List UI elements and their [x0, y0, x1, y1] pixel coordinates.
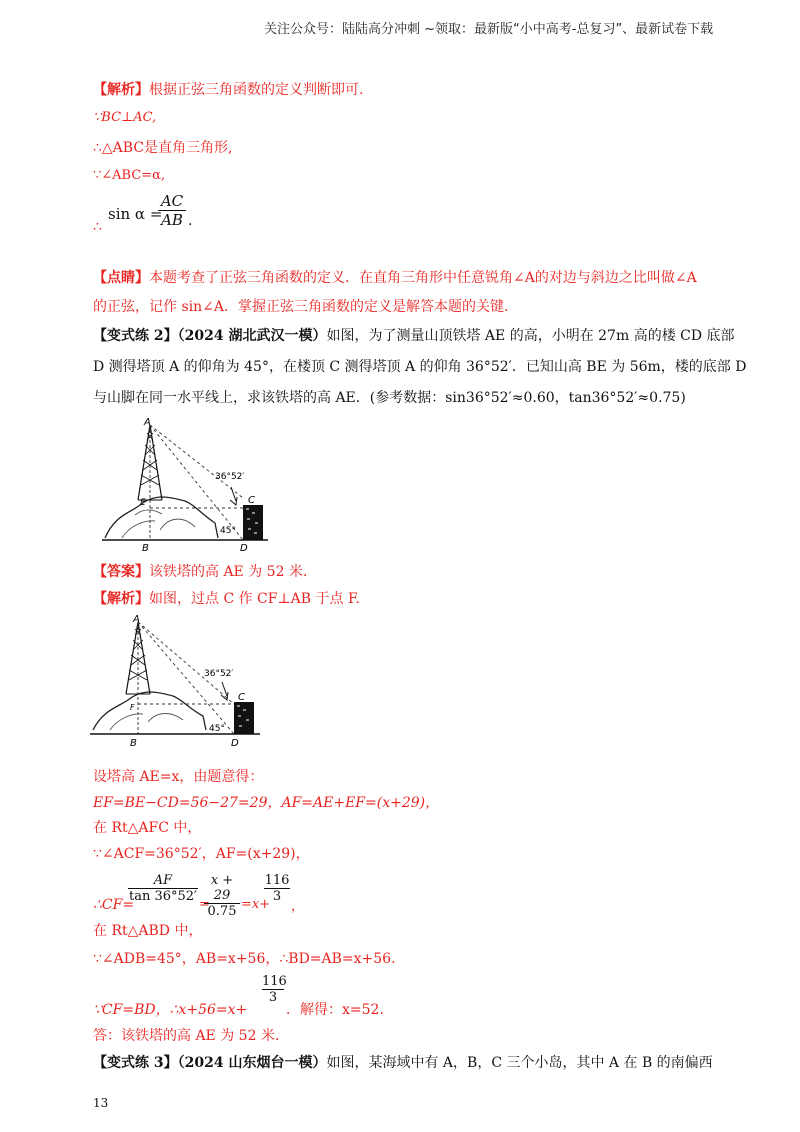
- problem-line: [93, 1053, 713, 1073]
- label-b: B: [130, 738, 137, 747]
- angle-label: 45°: [220, 526, 236, 536]
- label-d: D: [240, 543, 248, 554]
- step-line: 在 Rt△AFC 中，: [93, 820, 202, 836]
- conclusion-line: 答：该铁塔的高 AE 为 52 米．: [93, 1028, 289, 1044]
- denominator: 0.75: [204, 903, 240, 919]
- analysis-text: 如图，过点 C 作 CF⊥AB 于点 F.: [149, 591, 360, 607]
- tower-figure-with-f: [88, 612, 263, 747]
- answer-label: 【答案】: [93, 564, 149, 580]
- answer-line: [93, 562, 317, 582]
- problem-text: 如图，为了测量山顶铁塔 AE 的高，小明在 27m 高的楼 CD 底部: [326, 328, 735, 344]
- step-mid: =x+: [241, 897, 271, 912]
- analysis-line: [93, 80, 363, 100]
- comment-line: 的正弦，记作 sin∠A．掌握正弦三角函数的定义是解答本题的关键．: [93, 299, 518, 315]
- step-line: ∵CF=BD，∴x+56=x+: [93, 1002, 248, 1018]
- angle-label: 36°52′: [215, 472, 245, 482]
- angle-label: 36°52′: [204, 669, 234, 679]
- analysis-label: 【解析】: [93, 82, 149, 98]
- step-line: ．解得：x=52.: [286, 1002, 384, 1018]
- label-e: E: [140, 498, 146, 508]
- label-a: A: [133, 614, 140, 625]
- tower-figure: [100, 415, 270, 555]
- label-f: F: [130, 703, 135, 712]
- problem-text: 如图，某海域中有 A，B，C 三个小岛，其中 A 在 B 的南偏西: [326, 1055, 713, 1071]
- therefore-symbol: ∴: [93, 219, 102, 235]
- period: .: [188, 213, 193, 229]
- step-line: ∵∠ADB=45°，AB=x+56，∴BD=AB=x+56.: [93, 951, 396, 967]
- problem-line: [93, 326, 735, 346]
- comment-line: [93, 268, 697, 288]
- label-a: A: [144, 417, 151, 428]
- analysis-text: 根据正弦三角函数的定义判断即可.: [149, 82, 364, 98]
- angle-label: 45°: [209, 724, 225, 734]
- fraction: [158, 192, 186, 229]
- denominator: 3: [262, 989, 284, 1005]
- label-b: B: [142, 543, 149, 554]
- denominator: 3: [264, 888, 290, 904]
- equals: =: [199, 897, 210, 912]
- numerator: AF: [153, 873, 173, 888]
- fraction: [262, 974, 287, 1005]
- numerator: x + 29: [210, 873, 234, 903]
- numerator: 116: [264, 873, 290, 888]
- denominator: AB: [158, 210, 186, 229]
- step-line: 在 Rt△ABD 中，: [93, 923, 203, 939]
- denominator: tan 36°52′: [128, 889, 197, 904]
- problem-label: 【变式练 3】（2024 山东烟台一模）: [93, 1055, 327, 1071]
- fraction: [128, 873, 198, 904]
- fraction: [264, 873, 290, 904]
- label-d: D: [231, 738, 239, 747]
- answer-text: 该铁塔的高 AE 为 52 米．: [149, 564, 317, 580]
- problem-label: 【变式练 2】（2024 湖北武汉一模）: [93, 328, 327, 344]
- numerator: AC: [160, 192, 184, 210]
- problem-line: 与山脚在同一水平线上，求该铁塔的高 AE．(参考数据：sin36°52′≈0.60，tan36°52′≈0.75): [93, 390, 686, 406]
- analysis-line: [93, 589, 360, 609]
- numerator: 116: [262, 974, 287, 989]
- step-end: ，: [291, 899, 305, 914]
- step-line: EF=BE−CD=56−27=29，AF=AE+EF=(x+29)，: [93, 795, 440, 811]
- step-prefix: ∴CF=: [93, 897, 135, 913]
- page-header: 关注公众号：陆陆高分冲刺 ~领取：最新版“小中高考-总复习”、最新试卷下载: [264, 22, 714, 37]
- sin-expression: sin α =: [108, 205, 163, 223]
- step-line: ∵BC⊥AC,: [93, 110, 157, 125]
- step-line: ∵∠ACF=36°52′，AF=(x+29)，: [93, 846, 310, 862]
- analysis-label: 【解析】: [93, 591, 149, 607]
- fraction: [204, 873, 240, 919]
- comment-label: 【点睛】: [93, 270, 149, 286]
- label-c: C: [248, 495, 255, 506]
- problem-line: D 测得塔顶 A 的仰角为 45°，在楼顶 C 测得塔顶 A 的仰角 36°52′．已知山高 BE 为 56m，楼的底部 D: [93, 359, 747, 375]
- page-number: 13: [93, 1096, 109, 1110]
- comment-text: 本题考查了正弦三角函数的定义．在直角三角形中任意锐角∠A的对边与斜边之比叫做∠A: [149, 270, 697, 286]
- label-c: C: [238, 692, 245, 703]
- step-line: ∵∠ABC=α,: [93, 168, 166, 183]
- step-line: ∴△ABC是直角三角形,: [93, 140, 233, 156]
- step-line: 设塔高 AE=x，由题意得：: [93, 769, 264, 785]
